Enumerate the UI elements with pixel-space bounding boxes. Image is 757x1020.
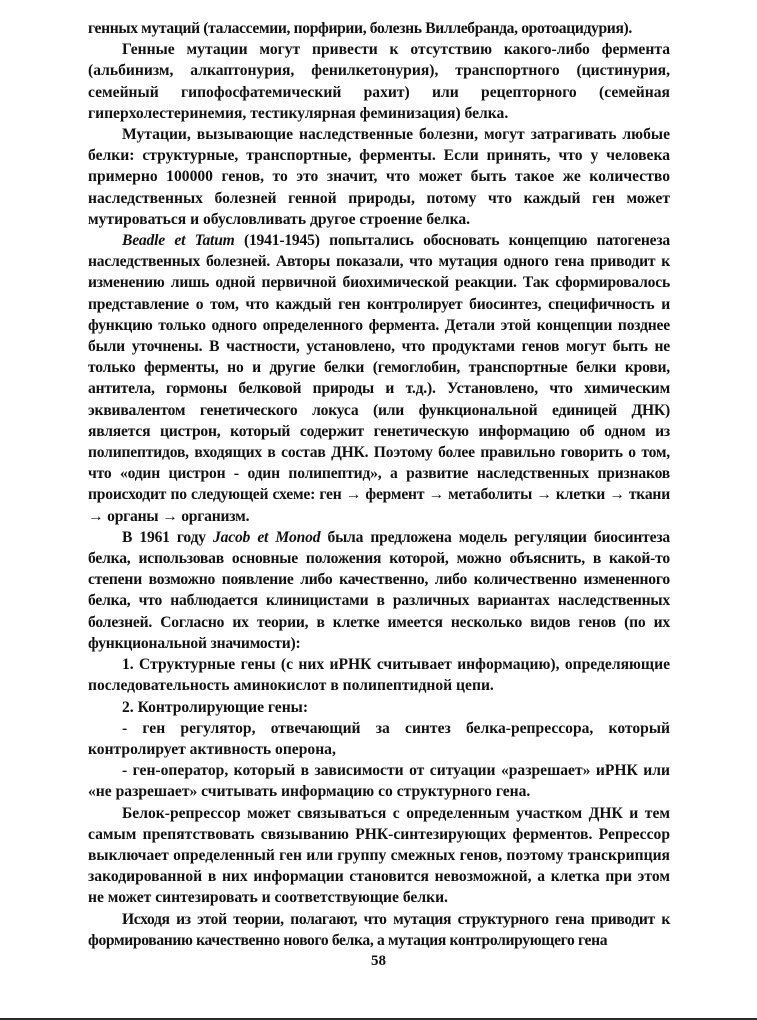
paragraph-text: Исходя из этой теории, полагают, что мутация структурного гена приводит к формированию качественно нового белка, а мутация контролирующего гена [88, 910, 670, 949]
paragraph-5 [88, 654, 670, 696]
paragraph-text: - ген регулятор, отвечающий за синтез белка-репрессора, который контролирует активность оперона, [88, 719, 670, 758]
paragraph-lead: В 1961 году [122, 528, 214, 546]
paragraph-10 [88, 909, 670, 951]
paragraph-text: Генные мутации могут привести к отсутствию какого-либо фермента (альбинизм, алкаптонурия, фенилкетонурия), транспортного (цистинурия, семейный гипофосфатемический рахит) или рецепторного (семейная гиперхолестеринемия, тестикулярная феминизация) белка. [88, 41, 670, 122]
page-number: 58 [371, 953, 386, 969]
paragraph-9 [88, 803, 670, 909]
paragraph-text: Белок-репрессор может связываться с определенным участком ДНК и тем самым препятствовать связыванию РНК-синтезирующих ферментов. Репрессор выключает определенный ген или группу смежных генов, поэтому транскрипция закодированной в них информации становится невозможной, а клетка при этом не может синтезировать и соответствующие белки. [88, 804, 670, 907]
paragraph-text: была предложена модель регуляции биосинтеза белка, использовав основные положения которой, можно объяснить, в какой-то степени возможно появление либо качественно, либо количественно измененного белка, что наблюдается клиницистами в различных вариантах наследственных болезней. Согласно их теории, в клетке имеется несколько видов генов (по их функциональной значимости): [88, 528, 671, 652]
paragraph-text: генных мутаций (талассемии, порфирии, болезнь Виллебранда, оротоацидурия). [88, 20, 632, 37]
paragraph-3 [88, 230, 670, 527]
paragraph-text: 1. Структурные гены (с них иРНК считывает информацию), определяющие последовательность аминокислот в полипептидной цепи. [88, 656, 670, 695]
paragraph-8 [88, 760, 670, 802]
author-names: Beadle et Tatum [122, 232, 235, 250]
page-body [88, 18, 670, 951]
author-names: Jacob et Monod [213, 528, 321, 546]
paragraph-text: - ген-оператор, который в зависимости от ситуации «разрешает» иРНК или «не разрешает» считывать информацию со структурного гена. [88, 762, 670, 801]
paragraph-text: (1941-1945) попытались обосновать концепцию патогенеза наследственных болезней. Авторы показали, что мутация одного гена приводит к изменению лишь одной первичной биохимической реакции. Так сформировалось представление о том, что каждый ген контролирует биосинтез, специфичность и функцию только одного определенного фермента. Детали этой концепции позднее были уточнены. В частности, установлено, что продуктами генов могут быть не только ферменты, но и другие белки (гемоглобин, транспортные белки крови, антитела, гормоны белковой природы и т.д.). Установлено, что химическим эквивалентом генетического локуса (или функциональной единицей ДНК) является цистрон, который содержит генетическую информацию об одном из полипептидов, входящих в состав ДНК. Поэтому более правильно говорить о том, что «один цистрон - один полипептид», а развитие наследственных признаков происходит по следующей схеме: ген → фермент → метаболиты → клетки → ткани → органы → организм. [88, 232, 670, 525]
paragraph-text: Мутации, вызывающие наследственные болезни, могут затрагивать любые белки: структурные, транспортные, ферменты. Если принять, что у человека примерно 100000 генов, то это значит, что может быть такое же количество наследственных болезней генной природы, потому что каждый ген может мутироваться и обусловливать другое строение белка. [88, 126, 670, 228]
paragraph-1 [88, 39, 670, 124]
paragraph-7 [88, 718, 670, 760]
paragraph-0 [88, 18, 670, 39]
paragraph-text: 2. Контролирующие гены: [122, 698, 309, 716]
paragraph-2 [88, 124, 670, 230]
paragraph-6 [88, 697, 670, 718]
paragraph-4 [88, 527, 670, 654]
